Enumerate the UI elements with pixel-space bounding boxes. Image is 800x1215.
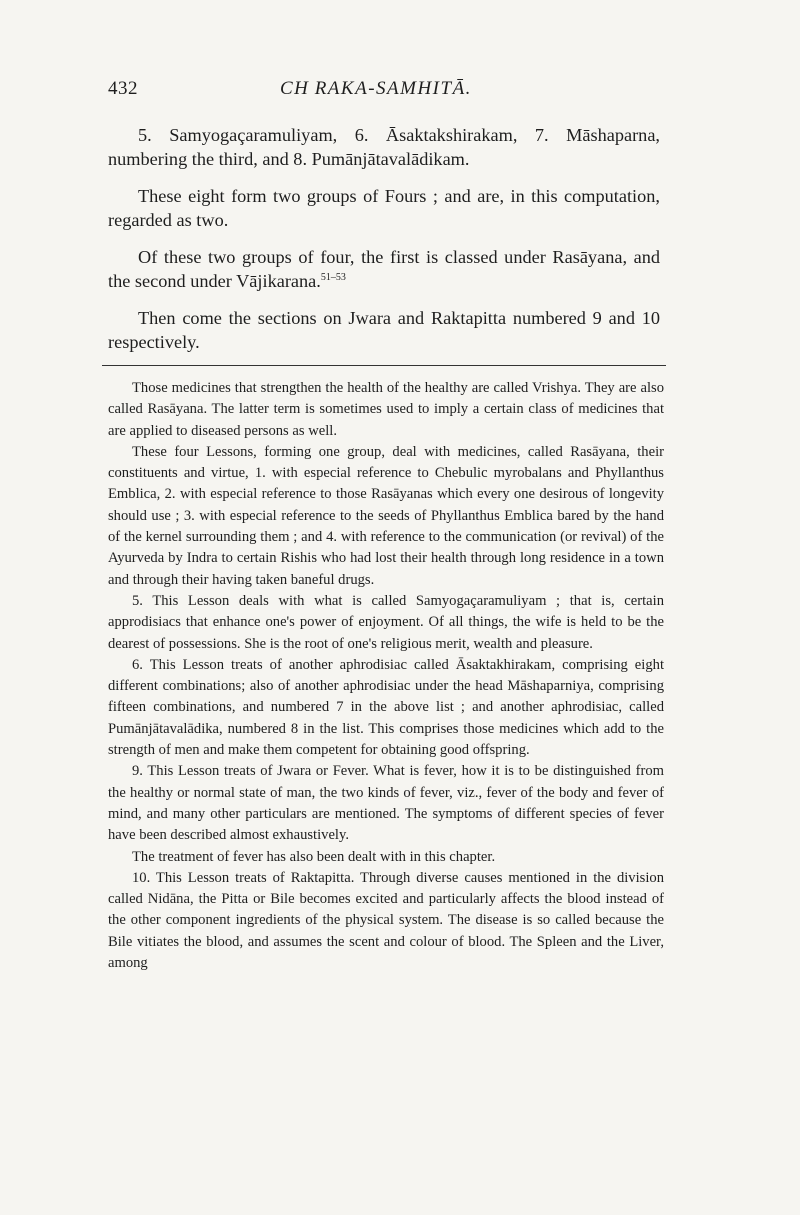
main-paragraph-3-text: Of these two groups of four, the first is classed under Rasāyana, and the second under Vājikarana. bbox=[108, 247, 660, 291]
main-paragraph-4: Then come the sections on Jwara and Raktapitta numbered 9 and 10 respectively. bbox=[108, 308, 660, 352]
note-paragraph-3: 5. This Lesson deals with what is called Samyogaçaramuliyam ; that is, certain approdisiacs that enhance one's power of enjoyment. Of all things, the wife is held to be the dearest of possessions. She is the root of one's religious merit, wealth and pleasure. bbox=[108, 592, 664, 652]
note-paragraph-4: 6. This Lesson treats of another aphrodisiac called Āsaktakhirakam, comprising eight different combinations; also of another aphrodisiac under the head Māshaparniya, comprising fifteen combinations, and numbered 7 in the above list ; and another aphrodisiac, called Pumānjātavalādika, numbered 8 in the list. This comprises those medicines which add to the strength of men and make them competent for obtaining good offspring. bbox=[108, 656, 664, 759]
note-paragraph-6: The treatment of fever has also been dealt with in this chapter. bbox=[132, 848, 496, 865]
footnote-reference: 51–53 bbox=[320, 271, 346, 283]
main-paragraph-2: These eight form two groups of Fours ; and are, in this computation, regarded as two. bbox=[108, 186, 660, 230]
section-divider bbox=[102, 365, 666, 366]
note-paragraph-1: Those medicines that strengthen the health of the healthy are called Vrishya. They are also called Rasāyana. The latter term is sometimes used to imply a certain class of medicines that are applied to diseased persons as well. bbox=[108, 380, 664, 439]
main-paragraph-1: 5. Samyogaçaramuliyam, 6. Āsaktakshirakam, 7. Māshaparna, numbering the third, and 8. Pumānjātavalādikam. bbox=[108, 125, 660, 169]
main-paragraph-3 bbox=[108, 246, 660, 293]
page-number: 432 bbox=[108, 78, 138, 99]
running-title: CH RAKA-SAMHITĀ. bbox=[280, 78, 472, 99]
note-paragraph-7: 10. This Lesson treats of Raktapitta. Through diverse causes mentioned in the division called Nidāna, the Pitta or Bile becomes excited and particularly affects the blood instead of the other component ingredients of the physical system. The disease is so called because the Bile vitiates the blood, and assumes the scent and colour of blood. The Spleen and the Liver, among bbox=[108, 869, 664, 972]
note-paragraph-2: These four Lessons, forming one group, deal with medicines, called Rasāyana, their constituents and virtue, 1. with especial reference to Chebulic myrobalans and Phyllanthus Emblica, 2. with especial reference to those Rasāyanas which every one desirous of longevity should use ; 3. with especial reference to the seeds of Phyllanthus Emblica bared by the hand of the kernel surrounding them ; and 4. with reference to the communication (or revival) of the Ayurveda by Indra to certain Rishis who had lost their health through long residence in a town and through their having taken baneful drugs. bbox=[108, 443, 664, 588]
note-paragraph-5: 9. This Lesson treats of Jwara or Fever. What is fever, how it is to be distinguished from the healthy or normal state of man, the two kinds of fever, viz., fever of the body and fever of mind, and many other particulars are mentioned. The symptoms of different species of fever have been described almost exhaustively. bbox=[108, 763, 664, 844]
commentary-notes bbox=[108, 378, 664, 974]
main-text bbox=[108, 124, 660, 354]
page-header bbox=[108, 78, 668, 104]
